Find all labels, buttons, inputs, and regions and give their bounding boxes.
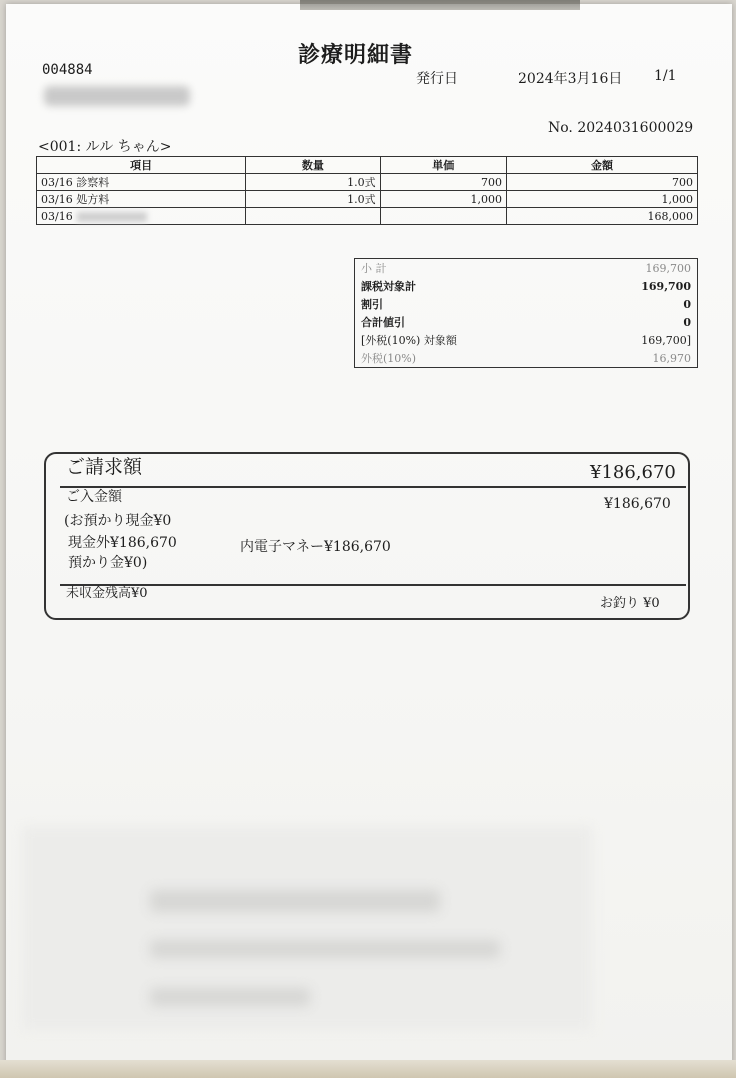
row-qty xyxy=(246,208,380,225)
paid-amount: ¥186,670 xyxy=(604,496,671,512)
taxable-value: 169,700 xyxy=(641,279,691,293)
tax-value: 16,970 xyxy=(652,351,691,365)
row-amount: 700 xyxy=(506,174,697,191)
tax-label: 外税(10%) xyxy=(361,352,417,365)
tax-base-value: 169,700] xyxy=(641,333,691,347)
row-amount: 168,000 xyxy=(506,208,697,225)
row-unit-price: 1,000 xyxy=(380,191,506,208)
redacted-text xyxy=(150,890,440,912)
redacted-item-name xyxy=(77,212,147,222)
table-row xyxy=(37,191,698,208)
redacted-text xyxy=(150,940,500,958)
header-item: 項目 xyxy=(37,157,246,174)
pet-name: <001: ルル ちゃん> xyxy=(38,139,172,155)
row-item: 03/16 xyxy=(41,209,73,223)
summary-box xyxy=(354,258,698,368)
document-title: 診療明細書 xyxy=(298,42,414,68)
tax-base-row xyxy=(355,331,697,349)
header-qty: 数量 xyxy=(246,157,380,174)
cash-deposit: (お預かり現金¥0 xyxy=(64,513,172,529)
table-header-row xyxy=(37,157,698,174)
row-unit-price xyxy=(380,208,506,225)
taxable-label: 課税対象計 xyxy=(361,280,416,293)
billing-label: ご請求額 xyxy=(66,456,143,478)
row-qty: 1.0式 xyxy=(246,174,380,191)
emoney-amount: 内電子マネー¥186,670 xyxy=(240,539,391,555)
row-item: 03/16 処方料 xyxy=(37,191,246,208)
subtotal-value: 169,700 xyxy=(645,261,691,275)
taxable-row xyxy=(355,277,697,295)
total-discount-row xyxy=(355,313,697,331)
paper-edge xyxy=(300,0,580,10)
subtotal-label: 小 計 xyxy=(361,262,387,275)
items-table xyxy=(36,156,698,225)
subtotal-row xyxy=(355,259,697,277)
total-discount-value: 0 xyxy=(683,315,691,329)
row-qty: 1.0式 xyxy=(246,191,380,208)
tax-base-label: [外税(10%) 対象額 xyxy=(361,334,457,347)
row-unit-price: 700 xyxy=(380,174,506,191)
table-row xyxy=(37,174,698,191)
discount-row xyxy=(355,295,697,313)
discount-label: 割引 xyxy=(361,298,383,311)
receipt-number: No. 2024031600029 xyxy=(548,120,694,136)
row-item: 03/16 診察料 xyxy=(37,174,246,191)
redacted-text xyxy=(150,988,310,1006)
deposit-amount: 預かり金¥0) xyxy=(68,555,148,571)
header-amount: 金額 xyxy=(506,157,697,174)
tax-row xyxy=(355,349,697,367)
discount-value: 0 xyxy=(683,297,691,311)
row-item-cell xyxy=(37,208,246,225)
redacted-owner-name xyxy=(44,86,190,106)
unpaid-balance: 未収金残高¥0 xyxy=(66,586,148,601)
patient-number: 004884 xyxy=(42,62,93,78)
issue-date-label: 発行日 xyxy=(416,71,458,87)
paid-label: ご入金額 xyxy=(66,489,122,505)
header-unit-price: 単価 xyxy=(380,157,506,174)
billing-divider xyxy=(60,584,686,586)
non-cash-amount: 現金外¥186,670 xyxy=(68,535,177,551)
issue-date: 2024年3月16日 xyxy=(518,71,623,87)
paper-bottom-edge xyxy=(0,1060,736,1078)
change-amount: お釣り ¥0 xyxy=(600,596,660,611)
billing-total: ¥186,670 xyxy=(590,462,676,483)
page-count: 1/1 xyxy=(654,68,677,84)
table-row xyxy=(37,208,698,225)
row-amount: 1,000 xyxy=(506,191,697,208)
total-discount-label: 合計値引 xyxy=(361,316,405,329)
billing-divider xyxy=(60,486,686,488)
